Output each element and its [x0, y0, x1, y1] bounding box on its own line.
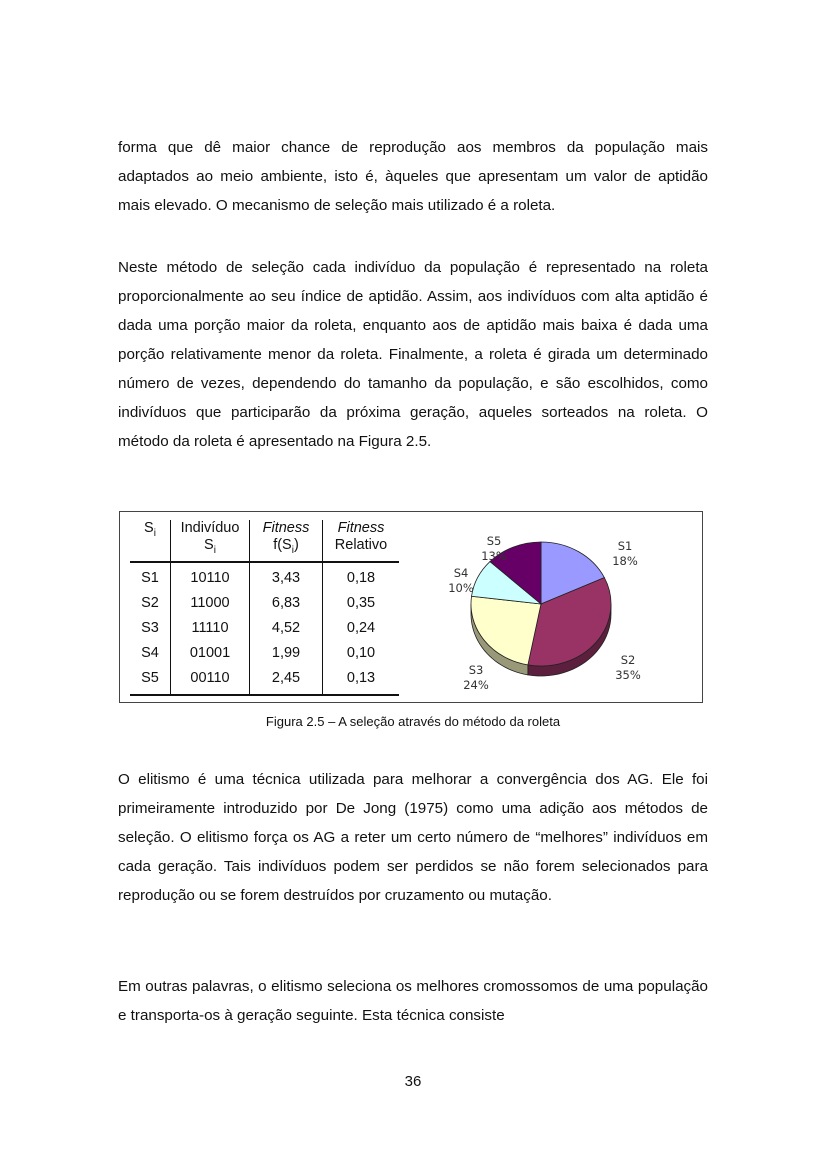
- cell-s: S1: [130, 562, 171, 591]
- pie-percent-s3: 24%: [463, 678, 489, 692]
- table-row: [130, 591, 399, 616]
- pie-percent-s1: 18%: [612, 554, 638, 568]
- figure-caption: Figura 2.5 – A seleção através do método da roleta: [265, 714, 561, 729]
- pie-label-s2: S2: [620, 653, 636, 667]
- cell-individuo: 10110: [171, 562, 250, 591]
- paragraph-1: forma que dê maior chance de reprodução aos membros da população mais adaptados ao meio ambiente, isto é, àqueles que apresentam um valor de aptidão mais elevado. O mecanismo de seleção mais utilizado é a roleta.: [118, 139, 708, 214]
- table-row: [130, 641, 399, 666]
- pie-label-s3: S3: [468, 663, 484, 677]
- pie-label-s4: S4: [453, 566, 469, 580]
- table-row: [130, 562, 399, 591]
- cell-s: S2: [130, 591, 171, 616]
- cell-fitness: 2,45: [250, 666, 323, 695]
- cell-individuo: 11110: [171, 616, 250, 641]
- cell-relativo: 0,10: [346, 644, 376, 661]
- table-row: [130, 666, 399, 695]
- page-number: 36: [404, 1073, 422, 1090]
- fitness-table: [130, 520, 399, 696]
- header-individuo: Indivíduo $S_i$: [171, 520, 250, 562]
- cell-relativo: 0,24: [346, 619, 376, 636]
- pie-slice-s3: [471, 596, 541, 665]
- cell-fitness: 1,99: [250, 641, 323, 666]
- figure-2-5: [119, 511, 703, 703]
- roulette-pie-chart: [446, 518, 696, 698]
- header-fitness: Fitness $f(S_i)$: [250, 520, 323, 562]
- pie-percent-s5: 13%: [481, 549, 507, 563]
- pie-label-s5: S5: [486, 534, 502, 548]
- header-si: $S_i$: [130, 520, 171, 562]
- cell-relativo: 0,35: [346, 594, 376, 611]
- cell-relativo: 0,18: [346, 569, 376, 586]
- cell-s: S5: [130, 666, 171, 695]
- pie-label-s1: S1: [617, 539, 633, 553]
- cell-fitness: 4,52: [250, 616, 323, 641]
- pie-percent-s4: 10%: [448, 581, 474, 595]
- table-row: [130, 616, 399, 641]
- cell-s: S3: [130, 616, 171, 641]
- cell-individuo: 00110: [171, 666, 250, 695]
- cell-fitness: 3,43: [250, 562, 323, 591]
- paragraph-3: O elitismo é uma técnica utilizada para melhorar a convergência dos AG. Ele foi primeiramente introduzido por De Jong (1975) como uma adição aos métodos de seleção. O elitismo força os AG a reter um certo número de “melhores” indivíduos em cada geração. Tais indivíduos podem ser perdidos se não forem selecionados para reprodução ou se forem destruídos por cruzamento ou mutação.: [118, 771, 708, 904]
- paragraph-4: Em outras palavras, o elitismo seleciona os melhores cromossomos de uma população e transporta-os à geração seguinte. Esta técnica consiste: [118, 978, 708, 1024]
- pie-percent-s2: 35%: [615, 668, 641, 682]
- cell-relativo: 0,13: [323, 666, 400, 695]
- header-fitness-relativo: Fitness Relativo: [323, 520, 400, 562]
- paragraph-2: Neste método de seleção cada indivíduo da população é representado na roleta proporcionalmente ao seu índice de aptidão. Assim, aos indivíduos com alta aptidão é dada uma porção maior da roleta, enquanto aos de aptidão mais baixa é dada uma porção relativamente menor da roleta. Finalmente, a roleta é girada um determinado número de vezes, dependendo do tamanho da população, e são escolhidos, como indivíduos que participarão da próxima geração, aqueles sorteados na roleta. O método da roleta é apresentado na Figura 2.5.: [118, 259, 708, 450]
- cell-fitness: 6,83: [250, 591, 323, 616]
- cell-s: S4: [130, 641, 171, 666]
- cell-individuo: 01001: [171, 641, 250, 666]
- cell-individuo: 11000: [171, 591, 250, 616]
